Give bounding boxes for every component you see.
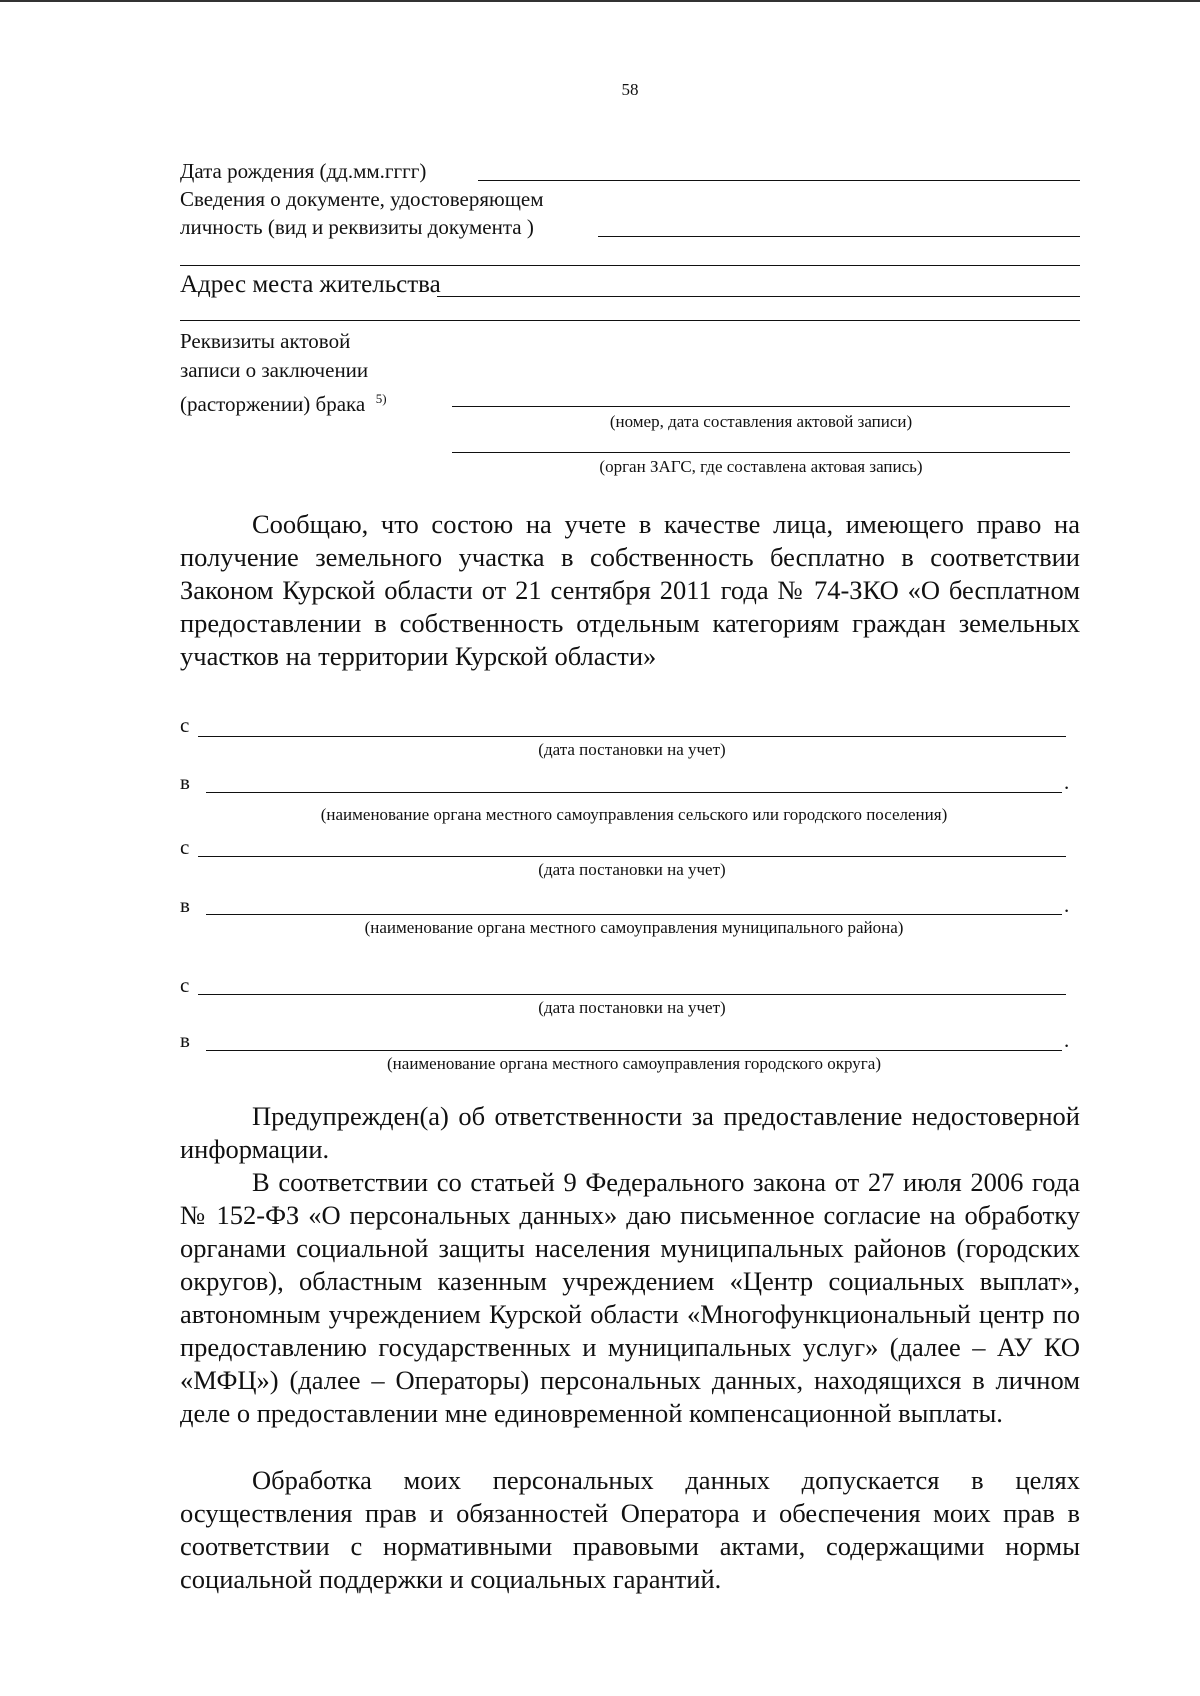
civil-registry-office-line[interactable] (452, 452, 1070, 453)
registration-1-date-caption: (дата постановки на учет) (538, 740, 726, 759)
page-number: 58 (621, 80, 639, 99)
address-label: Адрес места жительства (180, 271, 441, 298)
statement-paragraph (180, 508, 1080, 673)
civil-record-number-caption: (номер, дата составления актовой записи) (609, 412, 913, 431)
registration-1-org-caption: (наименование органа местного самоуправления сельского или городского поселения) (320, 805, 948, 824)
registration-2-org-caption: (наименование органа местного самоуправления муниципального района) (364, 918, 904, 937)
consent-text: В соответствии со статьей 9 Федерального закона от 27 июля 2006 года № 152-ФЗ «О персональных данных» даю письменное согласие на обработку органами социальной защиты населения муниципальных районов (городских округов), областным казенным учреждением «Центр социальных выплат», автономным учреждением Курской области «Многофункциональный центр по предоставлению государственных и муниципальных услуг» (далее – АУ КО «МФЦ») (далее – Операторы) персональных данных, находящихся в личном деле о предоставлении мне единовременной компенсационной выплаты. (180, 1167, 1080, 1428)
registration-2-org-line[interactable] (206, 914, 1062, 915)
statement-text: Сообщаю, что состою на учете в качестве лица, имеющего право на получение земельного участка в собственность бесплатно в соответствии Законом Курской области от 21 сентября 2011 года № 74-ЗКО «О бесплатном предоставлении в собственность отдельным категориям граждан земельных участков на территории Курской области» (180, 509, 1080, 671)
registration-2-date-line[interactable] (198, 856, 1066, 857)
warning-paragraph (180, 1100, 1080, 1166)
consent-paragraph (180, 1166, 1080, 1430)
address-line[interactable] (437, 296, 1080, 297)
registration-2-from-prefix: с (180, 835, 190, 859)
civil-record-label-text: (расторжении) брака (180, 392, 366, 416)
registration-3-from-prefix: с (180, 973, 190, 997)
registration-2-date-caption: (дата постановки на учет) (538, 860, 726, 879)
registration-1-in-prefix: в (180, 770, 190, 794)
registration-2-in-prefix: в (180, 893, 190, 917)
processing-paragraph (180, 1464, 1080, 1596)
civil-record-label-line1: Реквизиты актовой (180, 329, 351, 353)
registration-1-org-line[interactable] (206, 792, 1062, 793)
registration-3-org-caption: (наименование органа местного самоуправления городского округа) (387, 1054, 881, 1073)
registration-3-end-mark: . (1064, 1028, 1070, 1052)
birth-date-line[interactable] (478, 180, 1080, 181)
registration-1-date-line[interactable] (198, 736, 1066, 737)
scan-top-edge (0, 0, 1200, 2)
civil-record-label-line3 (180, 385, 387, 418)
civil-record-label-line2: записи о заключении (180, 358, 369, 382)
registration-1-from-prefix: с (180, 713, 190, 737)
footnote-mark: 5) (375, 391, 387, 406)
id-document-label-line2: личность (вид и реквизиты документа ) (180, 215, 534, 239)
civil-record-number-line[interactable] (452, 406, 1070, 407)
registration-1-end-mark: . (1064, 770, 1070, 794)
registration-2-end-mark: . (1064, 893, 1070, 917)
registration-3-date-line[interactable] (198, 994, 1066, 995)
id-document-label-line1: Сведения о документе, удостоверяющем (180, 187, 544, 211)
civil-registry-office-caption: (орган ЗАГС, где составлена актовая запись) (599, 457, 923, 476)
warning-text: Предупрежден(а) об ответственности за предоставление недостоверной информации. (180, 1101, 1080, 1164)
registration-3-date-caption: (дата постановки на учет) (538, 998, 726, 1017)
address-line-2[interactable] (180, 320, 1080, 321)
registration-3-org-line[interactable] (206, 1050, 1062, 1051)
registration-3-in-prefix: в (180, 1028, 190, 1052)
birth-date-label: Дата рождения (дд.мм.гггг) (180, 159, 427, 183)
processing-text: Обработка моих персональных данных допускается в целях осуществления прав и обязанностей Оператора и обеспечения моих прав в соответствии с нормативными правовыми актами, содержащими нормы социальной поддержки и социальных гарантий. (180, 1465, 1080, 1594)
id-document-line[interactable] (598, 236, 1080, 237)
id-document-line-2[interactable] (180, 265, 1080, 266)
